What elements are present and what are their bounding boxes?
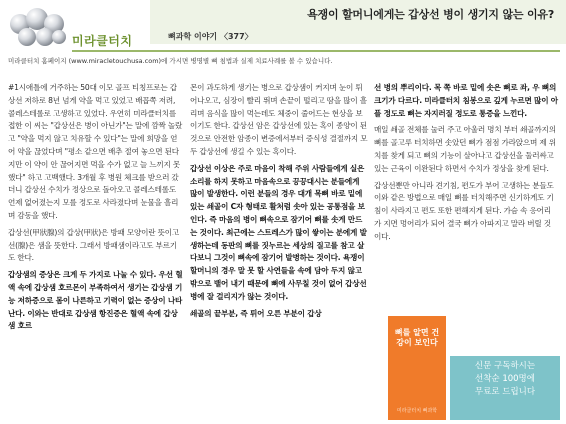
subscribe-box — [450, 356, 560, 420]
text-column-2 — [190, 82, 368, 324]
website-notice: 미라클터치 홈페이지 (www.miracletouchusa.com)에 가시면 병명별 뼈 침법과 실제 치료사례를 볼 수 있습니다. — [8, 57, 333, 65]
article-header — [0, 0, 566, 78]
subscribe-line: 선착순 100명에 — [475, 374, 535, 384]
paragraph: 선 병의 뿌리이다. 목 쪽 바로 밑에 솟은 뼈로 좌, 우 뼈의 크기가 다르다. 미라클터치 침봉으로 깊게 누르면 많이 아플 정도로 뼈는 자지러질 정도로 통증을 느낀다. — [374, 83, 558, 118]
paragraph: 갑상샘의 증상은 크게 두 가지로 나눌 수 있다. 우선 혈액 속에 갑상샘 호르몬이 부족하여서 생기는 갑상샘 기능 저하증으로 몸이 나른하고 기력이 없는 증상이 나타난다. 이와는 반대로 갑상샘 항진증은 혈액 속에 갑상샘 호르 — [8, 270, 183, 331]
text-column-1 — [8, 82, 184, 337]
text-column-3 — [374, 82, 558, 248]
book-cover-image — [388, 316, 446, 420]
paragraph: 갑상선(甲狀腺)의 갑상(甲狀)은 방패 모양이란 뜻이고 선(腺)은 샘을 뜻한다. 그래서 방패샘이라고도 부르기도 한다. — [8, 227, 180, 263]
book-subtitle: 미라클터치 뼈과학 — [396, 408, 438, 414]
article-headline: 욕쟁이 할머니에게는 갑상선 병이 생기지 않는 이유? — [307, 8, 554, 21]
paragraph: 쇄골의 끝부분, 즉 튀어 오른 부분이 갑상 — [190, 308, 322, 318]
book-title: 뼈를 알면 건강이 보인다 — [394, 328, 440, 347]
paragraph: 갑상선 이상은 주로 마음이 착해 주위 사람들에게 실은 소리를 하지 못하고 마음속으로 끙끙대시는 분들에게 많이 발생한다. 이런 분들의 경우 대개 목뼈 바로 밑에 있는 쇄골이 C자 형태로 활처럼 솟아 있는 공통점을 보인다. 즉 마음의 병이 뼈속으로 잠기어 뼈를 솟게 만드는 것이다. 최근에는 스트레스가 많이 쌓이는 분에게 발생하는데 동판의 뼈를 짓누르는 세상의 질고를 참고 살다보니 그것이 뼈속에 잠기어 발병하는 것이다. 욕쟁이 할머니의 경우 말 못 할 사연들을 속에 담아 두지 않고 밖으로 뱉어 내기 때문에 뼈에 사무칠 것이 없어 갑상선 병에 잘 걸리지가 않는 것이다. — [190, 163, 367, 301]
paragraph: 몬이 과도하게 생기는 병으로 갑상샘이 커지며 눈이 튀어나오고, 심장이 빨리 뛰며 손끝이 떨리고 땀을 많이 흘리며 음식을 많이 먹는데도 체중이 줄어드는 현상을 보이기도 한다. 갑상선 암은 갑상선에 있는 혹이 종양이 된 것으로 안전한 암종이 변증에서부터 증식성 결절까지 모두 갑상선에 생길 수 있는 혹이다. — [190, 83, 368, 156]
subscribe-line: 신문 구독하시는 — [474, 361, 536, 371]
paragraph: 매일 쇄골 전체를 눌러 주고 아울러 명치 부터 쇄골까지의 뼈를 골고루 터치하면 솟았던 뼈가 점점 가라앉으며 제 위치를 찾게 되고 뼈의 기능이 살아나고 갑상선을 둘러싸고 있는 근육이 이완된다 하면서 수치가 정상을 찾게 된다. — [374, 125, 556, 173]
brand-divider — [72, 50, 560, 52]
paragraph: #1시애틀에 거주하는 50대 이모 골프 티칭프로는 갑상선 저하로 8년 넘게 약을 먹고 있었고 배꼽쪽 저려, 콜레스테롤로 고생하고 있었다. 우연히 미라클터치를 접한 이 씨는 "갑상선은 병이 아닌가"는 말에 깜짝 놀랐고 "약을 먹지 않고 치유할 수 있다"는 말에 희망을 얻어 약을 끊었다며 "평소 같으면 배추 절여 놓으면 된다지만 이 약이 안 끊어지면 먹을 수가 없고 늘 느끼지 못했다" 하고 고백했다. 3개월 후 병원 체크를 받으러 갔더니 갑상선 수치가 정상으로 돌아오고 콜레스테롤도 언제 없어졌는지 모를 정도로 사라졌다며 눈물을 흘리며 감동을 했다. — [8, 83, 183, 220]
subscribe-line: 무료로 드립니다 — [474, 387, 536, 397]
brand-name: 미라클터치 — [72, 34, 133, 48]
series-label: 뼈과학 이야기 〈377〉 — [168, 32, 253, 41]
paragraph: 갑상선뿐만 아니라 견기침, 편도가 부어 고생하는 분들도 이와 같은 방법으로 매일 뼈를 터치해주면 신기하게도 기침이 사라지고 편도 또한 편해지게 된다. 가슴 속 응어리가 지면 멍어리가 되어 결국 뼈가 아파지고 말라 버릴 것이다. — [374, 180, 554, 241]
